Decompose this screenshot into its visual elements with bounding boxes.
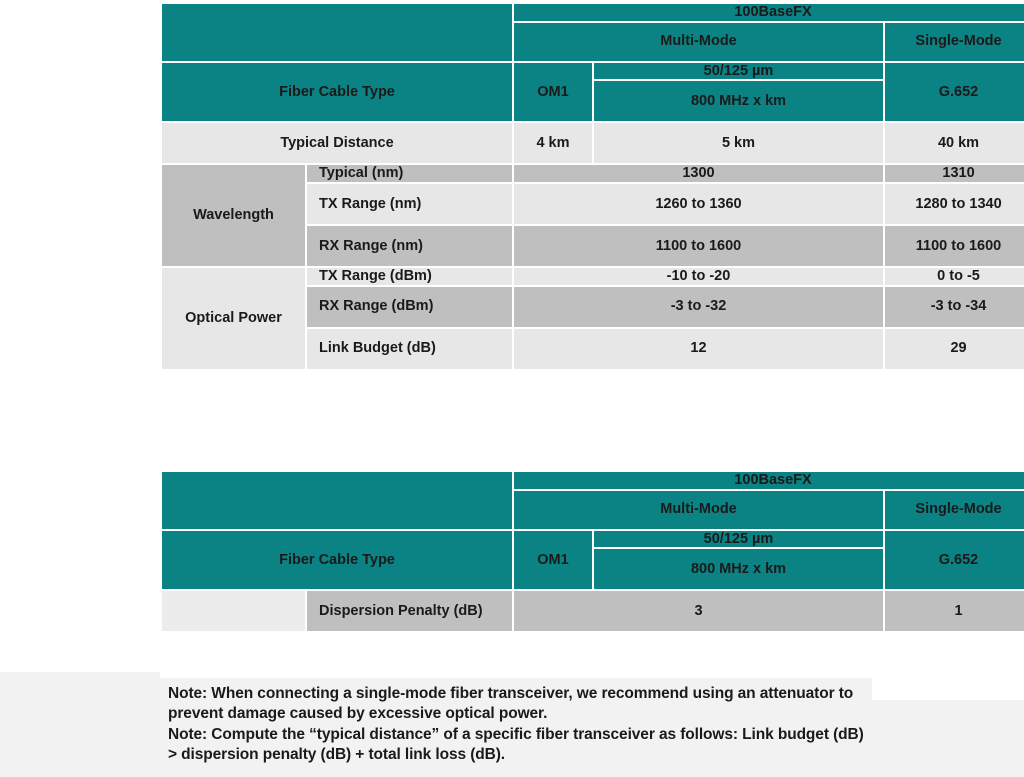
table-row-optical-tx — [162, 268, 1024, 285]
label-optical-link-budget: Link Budget (dB) — [307, 329, 512, 369]
table2-row-fiber-cable-type-a — [162, 531, 1024, 548]
header-multi-mode: Multi-Mode — [514, 23, 883, 61]
value-wavelength-typical-single: 1310 — [885, 165, 1024, 182]
label-wavelength-typical: Typical (nm) — [307, 165, 512, 182]
header-blank-left — [162, 4, 512, 61]
table2-group-label-blank — [162, 591, 305, 631]
value-typical-distance-multi: 5 km — [594, 123, 883, 163]
background-band-left — [0, 672, 160, 777]
table-row-wavelength-typical — [162, 165, 1024, 182]
table2-header-multi-mode: Multi-Mode — [514, 491, 883, 529]
table2-value-dispersion-single: 1 — [885, 591, 1024, 631]
table2-value-fiber-core: 50/125 µm — [594, 531, 883, 548]
label-optical-tx: TX Range (dBm) — [307, 268, 512, 285]
header-standard: 100BaseFX — [514, 4, 1024, 21]
value-wavelength-rx-multi: 1100 to 1600 — [514, 226, 883, 266]
table2-label-dispersion-penalty: Dispersion Penalty (dB) — [307, 591, 512, 631]
table-row-fiber-cable-type-a — [162, 63, 1024, 80]
label-fiber-cable-type: Fiber Cable Type — [162, 63, 512, 122]
value-optical-rx-single: -3 to -34 — [885, 287, 1024, 327]
group-label-optical-power: Optical Power — [162, 268, 305, 369]
header-single-mode: Single-Mode — [885, 23, 1024, 61]
table2-header-standard: 100BaseFX — [514, 472, 1024, 489]
spec-table-secondary — [160, 470, 1024, 633]
value-fiber-core: 50/125 µm — [594, 63, 883, 80]
value-optical-rx-multi: -3 to -32 — [514, 287, 883, 327]
value-fiber-single-mode: G.652 — [885, 63, 1024, 122]
value-fiber-om1: OM1 — [514, 63, 592, 122]
table2-header-blank-left — [162, 472, 512, 529]
table2-value-fiber-single-mode: G.652 — [885, 531, 1024, 590]
value-typical-distance-om1: 4 km — [514, 123, 592, 163]
table2-header-single-mode: Single-Mode — [885, 491, 1024, 529]
value-wavelength-tx-multi: 1260 to 1360 — [514, 184, 883, 224]
table2-value-fiber-om1: OM1 — [514, 531, 592, 590]
group-label-wavelength: Wavelength — [162, 165, 305, 266]
value-optical-link-budget-multi: 12 — [514, 329, 883, 369]
label-wavelength-rx: RX Range (nm) — [307, 226, 512, 266]
value-fiber-bandwidth: 800 MHz x km — [594, 81, 883, 121]
table-row-typical-distance — [162, 123, 1024, 163]
notes-block — [160, 678, 872, 777]
value-wavelength-tx-single: 1280 to 1340 — [885, 184, 1024, 224]
table2-value-fiber-bandwidth: 800 MHz x km — [594, 549, 883, 589]
table2-value-dispersion-multi: 3 — [514, 591, 883, 631]
table2-row-standard-header — [162, 472, 1024, 489]
table-row-standard-header — [162, 4, 1024, 21]
note-typical-distance-formula: Note: Compute the “typical distance” of a specific fiber transceiver as follows: Link budget (dB) > dispersion penalty (dB) + total link loss (dB). — [168, 725, 864, 764]
label-optical-rx: RX Range (dBm) — [307, 287, 512, 327]
value-wavelength-typical-multi: 1300 — [514, 165, 883, 182]
value-optical-tx-multi: -10 to -20 — [514, 268, 883, 285]
value-typical-distance-single: 40 km — [885, 123, 1024, 163]
spec-table-primary — [160, 2, 1024, 371]
content-sheet — [160, 0, 1024, 700]
label-typical-distance: Typical Distance — [162, 123, 512, 163]
table2-row-dispersion-penalty — [162, 591, 1024, 631]
value-optical-tx-single: 0 to -5 — [885, 268, 1024, 285]
label-wavelength-tx: TX Range (nm) — [307, 184, 512, 224]
note-attenuator: Note: When connecting a single-mode fiber transceiver, we recommend using an attenuator to prevent damage caused by excessive optical power. — [168, 685, 854, 723]
value-wavelength-rx-single: 1100 to 1600 — [885, 226, 1024, 266]
value-optical-link-budget-single: 29 — [885, 329, 1024, 369]
table2-label-fiber-cable-type: Fiber Cable Type — [162, 531, 512, 590]
